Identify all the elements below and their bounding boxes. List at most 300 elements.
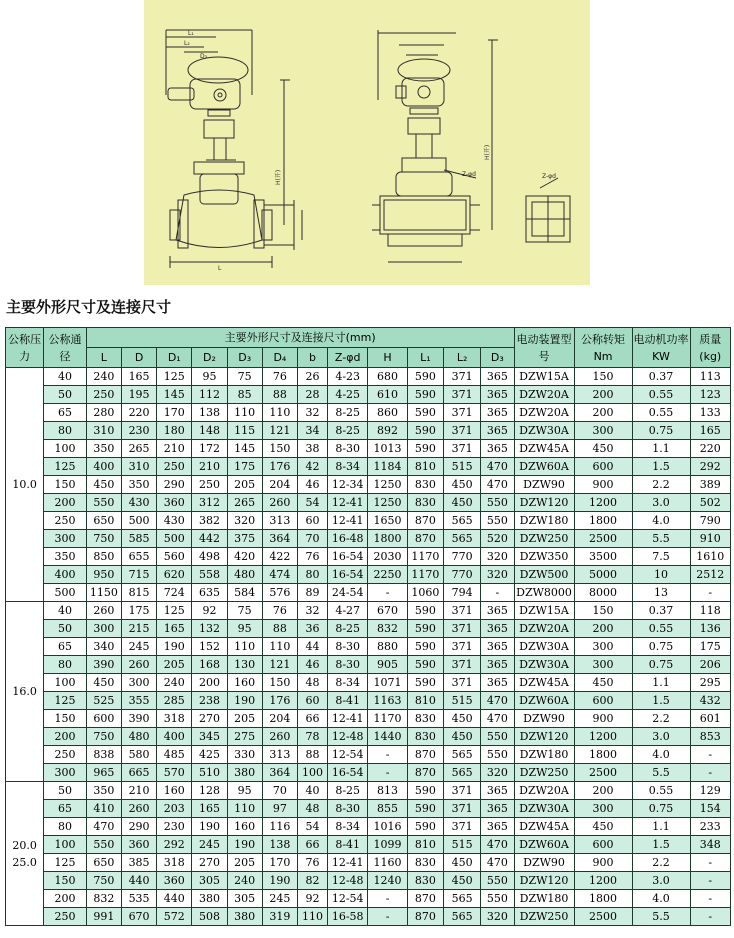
table-row [6,422,731,440]
table-cell: 365 [481,386,514,404]
table-cell: 371 [443,386,480,404]
table-cell: 4-27 [328,602,368,620]
table-cell: 550 [481,494,514,512]
table-row [6,638,731,656]
table-cell: DZW60A [514,458,574,476]
table-cell: 12-41 [328,710,368,728]
table-cell: 300 [574,656,632,674]
table-cell: DZW20A [514,782,574,800]
table-cell: 8-41 [328,836,368,854]
table-cell: 46 [297,476,327,494]
table-cell: 16-54 [328,548,368,566]
table-cell: 300 [121,674,156,692]
section-heading: 主要外形尺寸及连接尺寸 [6,298,172,316]
table-cell: DZW20A [514,386,574,404]
table-cell: 160 [227,674,262,692]
table-cell: 450 [574,674,632,692]
table-cell: 813 [368,782,407,800]
table-cell: 318 [157,854,192,872]
pressure-line: 20.0 [12,838,37,852]
table-cell: 830 [407,476,443,494]
table-cell: 450 [443,728,480,746]
table-cell: 3.0 [632,728,690,746]
table-cell: 0.55 [632,620,690,638]
table-cell: 97 [262,800,297,818]
table-cell: 2500 [574,530,632,548]
table-cell: 300 [86,620,121,638]
table-cell: 210 [157,440,192,458]
table-cell: 206 [690,656,730,674]
table-cell: 2.2 [632,476,690,494]
table-cell: 838 [86,746,121,764]
table-cell: 76 [297,548,327,566]
header-sub: Z-φd [328,348,368,368]
table-cell: DZW15A [514,602,574,620]
table-row [6,494,731,512]
table-cell: 8-30 [328,656,368,674]
table-cell: 318 [157,710,192,728]
pressure-cell: 16.0 [6,602,44,782]
table-cell: 8-34 [328,674,368,692]
table-cell: 150 [44,710,86,728]
figure-label-h-open-front: H(开) [275,169,282,185]
table-cell: 8-34 [328,458,368,476]
table-cell: 205 [227,710,262,728]
table-cell: 790 [690,512,730,530]
table-cell: 250 [192,476,227,494]
table-cell: 210 [192,458,227,476]
table-cell: 794 [443,584,480,602]
table-cell: 655 [121,548,156,566]
table-cell: 340 [86,638,121,656]
table-cell: 650 [86,854,121,872]
table-cell: 8-30 [328,800,368,818]
table-cell: 12-34 [328,476,368,494]
header-sub: L [86,348,121,368]
table-cell: 233 [690,818,730,836]
table-cell: 92 [192,602,227,620]
table-cell: 565 [443,530,480,548]
table-cell: 1250 [368,476,407,494]
table-cell: 110 [227,404,262,422]
table-cell: 724 [157,584,192,602]
table-row [6,836,731,854]
table-cell: 810 [407,836,443,854]
table-cell: DZW15A [514,368,574,386]
table-row [6,620,731,638]
table-cell: 4.0 [632,890,690,908]
table-cell: 165 [121,368,156,386]
table-cell: 1.1 [632,818,690,836]
pressure-cell [6,782,44,926]
table-cell: 172 [192,440,227,458]
table-cell: 950 [86,566,121,584]
table-cell: 520 [481,530,514,548]
table-cell: 150 [574,368,632,386]
table-cell: 13 [632,584,690,602]
header-diameter: 公称通径 [44,328,86,368]
table-cell: 133 [690,404,730,422]
table-cell: 1800 [574,512,632,530]
table-row [6,710,731,728]
table-cell: 145 [157,386,192,404]
header-sub: D₃ [227,348,262,368]
table-cell: 205 [157,656,192,674]
table-cell: 26 [297,368,327,386]
table-cell: 1150 [86,584,121,602]
table-cell: 450 [443,476,480,494]
table-cell: 203 [157,800,192,818]
valve-drawing-svg [144,0,590,285]
header-dimension-group: 主要外形尺寸及连接尺寸(mm) [86,328,514,348]
table-cell: 375 [227,530,262,548]
table-cell: 0.37 [632,368,690,386]
table-cell: 371 [443,638,480,656]
table-row [6,764,731,782]
table-cell: 70 [262,782,297,800]
table-cell: 572 [157,908,192,926]
table-cell: 0.55 [632,404,690,422]
table-cell: 200 [574,386,632,404]
table-cell: 371 [443,800,480,818]
table-cell: 870 [407,512,443,530]
table-cell: 500 [44,584,86,602]
table-cell: 350 [86,440,121,458]
table-cell: 1610 [690,548,730,566]
table-cell: 46 [297,656,327,674]
table-cell: 650 [86,512,121,530]
table-cell: 305 [192,872,227,890]
header-mass: 质量(kg) [690,328,730,368]
table-cell: 250 [44,908,86,926]
table-cell: DZW250 [514,530,574,548]
table-cell: 400 [86,458,121,476]
table-cell: 1200 [574,728,632,746]
table-cell: 1250 [368,494,407,512]
table-cell: 600 [86,710,121,728]
table-cell: 425 [192,746,227,764]
table-cell: 422 [262,548,297,566]
table-cell: 830 [407,710,443,728]
table-cell: 8-25 [328,620,368,638]
table-cell: 82 [297,872,327,890]
table-cell: 180 [157,422,192,440]
table-cell: 48 [297,674,327,692]
table-cell: 365 [481,800,514,818]
table-cell: 565 [443,890,480,908]
table-cell: 145 [227,440,262,458]
table-cell: 245 [262,890,297,908]
table-cell: 110 [262,638,297,656]
table-cell: 670 [121,908,156,926]
table-cell: - [690,854,730,872]
table-cell: 44 [297,638,327,656]
table-cell: 382 [192,512,227,530]
table-cell: 12-41 [328,494,368,512]
table-cell: 110 [297,908,327,926]
table-cell: 590 [407,602,443,620]
table-cell: 565 [443,908,480,926]
table-cell: 550 [481,746,514,764]
table-cell: 830 [407,854,443,872]
table-cell: - [368,746,407,764]
table-cell: DZW90 [514,476,574,494]
table-cell: - [690,764,730,782]
table-cell: 390 [121,710,156,728]
table-cell: 470 [481,476,514,494]
table-cell: 365 [481,404,514,422]
table-cell: 450 [443,854,480,872]
table-cell: 65 [44,638,86,656]
table-cell: 590 [407,368,443,386]
table-cell: 176 [262,458,297,476]
table-cell: 1800 [368,530,407,548]
table-cell: - [690,746,730,764]
table-cell: 270 [192,710,227,728]
table-cell: 42 [297,458,327,476]
table-cell: 175 [690,638,730,656]
table-cell: 350 [121,476,156,494]
table-row [6,818,731,836]
table-cell: 8-30 [328,638,368,656]
table-cell: 175 [227,458,262,476]
table-cell: - [368,584,407,602]
header-sub: L₁ [407,348,443,368]
table-row [6,674,731,692]
table-cell: 371 [443,656,480,674]
table-cell: 590 [407,782,443,800]
table-cell: - [368,908,407,926]
table-cell: 200 [574,404,632,422]
table-cell: 450 [574,440,632,458]
table-cell: 88 [297,746,327,764]
table-cell: 152 [192,638,227,656]
table-cell: 190 [227,836,262,854]
table-cell: 100 [44,836,86,854]
table-cell: DZW30A [514,638,574,656]
table-cell: 1440 [368,728,407,746]
table-cell: 320 [481,548,514,566]
table-cell: DZW120 [514,728,574,746]
table-cell: 565 [443,746,480,764]
table-row [6,728,731,746]
table-cell: 432 [690,692,730,710]
table-cell: DZW350 [514,548,574,566]
table-cell: 240 [157,674,192,692]
table-cell: 150 [262,440,297,458]
table-cell: 350 [86,782,121,800]
table-cell: - [690,908,730,926]
table-cell: 280 [86,404,121,422]
table-cell: DZW250 [514,908,574,926]
table-cell: 292 [690,458,730,476]
table-cell: 8-25 [328,782,368,800]
table-cell: 470 [481,836,514,854]
table-cell: 300 [574,422,632,440]
table-cell: 38 [297,440,327,458]
table-cell: 550 [481,890,514,908]
table-cell: 270 [192,854,227,872]
table-cell: 260 [262,494,297,512]
flange-detail [526,178,570,242]
table-cell: DZW120 [514,872,574,890]
table-cell: 620 [157,566,192,584]
table-cell: 590 [407,404,443,422]
table-cell: 1200 [574,494,632,512]
table-cell: 92 [297,890,327,908]
table-cell: DZW180 [514,746,574,764]
table-cell: 320 [481,908,514,926]
table-cell: - [481,584,514,602]
table-cell: 32 [297,404,327,422]
table-cell: 600 [574,692,632,710]
table-cell: 1099 [368,836,407,854]
table-cell: 200 [44,494,86,512]
table-cell: 770 [443,548,480,566]
table-cell: 129 [690,782,730,800]
dimension-table [5,327,731,926]
table-cell: 95 [192,368,227,386]
table-row [6,746,731,764]
table-cell: 60 [297,692,327,710]
table-cell: DZW60A [514,836,574,854]
table-row [6,872,731,890]
table-cell: 295 [690,674,730,692]
table-cell: 8000 [574,584,632,602]
table-cell: 175 [121,602,156,620]
table-body [6,368,731,926]
table-cell: 160 [157,782,192,800]
table-cell: 715 [121,566,156,584]
table-row [6,890,731,908]
table-cell: 305 [227,890,262,908]
table-cell: 410 [86,800,121,818]
table-cell: 860 [368,404,407,422]
table-cell: 365 [481,422,514,440]
table-cell: 112 [192,386,227,404]
table-row [6,692,731,710]
table-cell: 110 [227,800,262,818]
table-cell: 2.2 [632,854,690,872]
figure-label-h-open-side: H(开) [484,144,491,160]
table-cell: 2030 [368,548,407,566]
table-cell: 125 [157,602,192,620]
table-cell: 300 [574,638,632,656]
table-row [6,530,731,548]
table-cell: 313 [262,512,297,530]
table-cell: 170 [157,404,192,422]
table-cell: 176 [262,692,297,710]
table-cell: 330 [227,746,262,764]
table-cell: 80 [297,566,327,584]
table-cell: 450 [86,674,121,692]
table-cell: 170 [262,854,297,872]
table-cell: DZW180 [514,890,574,908]
table-cell: 250 [44,512,86,530]
header-sub: D [121,348,156,368]
table-cell: 12-54 [328,746,368,764]
table-cell: 320 [481,764,514,782]
table-cell: 190 [227,692,262,710]
table-cell: 265 [121,440,156,458]
table-cell: 350 [44,548,86,566]
table-cell: 24-54 [328,584,368,602]
table-row [6,440,731,458]
table-cell: 480 [121,728,156,746]
table-cell: 125 [157,368,192,386]
table-cell: 150 [44,872,86,890]
table-cell: 10 [632,566,690,584]
table-cell: DZW180 [514,512,574,530]
table-cell: 485 [157,746,192,764]
table-cell: 190 [192,818,227,836]
table-cell: 590 [407,620,443,638]
table-cell: 565 [443,512,480,530]
table-cell: 584 [227,584,262,602]
table-cell: 75 [227,602,262,620]
table-cell: 365 [481,674,514,692]
table-cell: 190 [157,638,192,656]
table-cell: 215 [121,620,156,638]
table-cell: 1060 [407,584,443,602]
table-cell: 115 [227,422,262,440]
table-cell: 420 [227,548,262,566]
table-cell: 665 [121,764,156,782]
pressure-cell: 10.0 [6,368,44,602]
figure-label-d3: D₃ [200,53,208,60]
header-device: 电动装置型号 [514,328,574,368]
table-cell: 1170 [407,566,443,584]
table-cell: 810 [407,458,443,476]
table-cell: 95 [227,620,262,638]
table-cell: 380 [192,890,227,908]
table-cell: 16-48 [328,530,368,548]
table-cell: DZW30A [514,656,574,674]
table-cell: - [368,890,407,908]
table-cell: 310 [86,422,121,440]
table-cell: 535 [121,890,156,908]
table-cell: 832 [86,890,121,908]
table-cell: 260 [121,656,156,674]
table-cell: 830 [407,494,443,512]
table-cell: 290 [157,476,192,494]
table-cell: 230 [121,422,156,440]
table-cell: 150 [574,602,632,620]
table-cell: 8-41 [328,692,368,710]
table-cell: 4.0 [632,746,690,764]
table-cell: 76 [297,854,327,872]
table-cell: 498 [192,548,227,566]
table-cell: 54 [297,494,327,512]
table-cell: 480 [227,566,262,584]
table-cell: 54 [297,818,327,836]
table-cell: 470 [481,854,514,872]
table-cell: 88 [262,620,297,638]
table-cell: 260 [262,728,297,746]
table-cell: 1013 [368,440,407,458]
table-cell: 60 [297,512,327,530]
table-cell: 832 [368,620,407,638]
table-cell: 7.5 [632,548,690,566]
table-cell: 313 [262,746,297,764]
table-cell: 1170 [407,548,443,566]
table-cell: 905 [368,656,407,674]
table-cell: DZW60A [514,692,574,710]
table-row [6,566,731,584]
table-cell: 12-48 [328,728,368,746]
table-cell: 502 [690,494,730,512]
table-cell: 870 [407,764,443,782]
